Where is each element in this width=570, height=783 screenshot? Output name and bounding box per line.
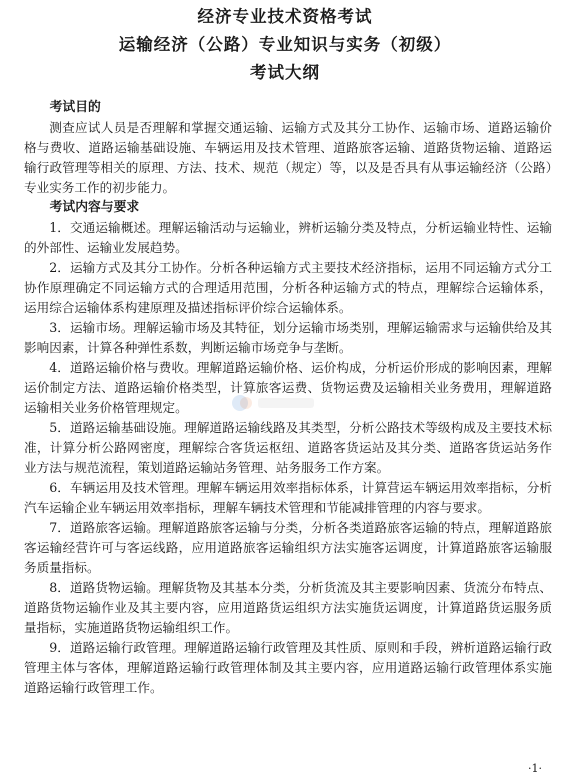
requirement-item: 8．道路货物运输。理解货物及其基本分类，分析货流及其主要影响因素、货流分布特点、道路货物运输作业及其主要内容，应用道路货运组织方法实施货运调度，计算道路货运服务质量指标，实施道路货物运输组织工作。 xyxy=(24,580,552,635)
objective-text: 测查应试人员是否理解和掌握交通运输、运输方式及其分工协作、运输市场、道路运输价格与费收、道路运输基础设施、车辆运用及技术管理、道路旅客运输、道路货物运输、道路运输行政管理等相关的原理、方法、技术、规范（规定）等，以及是否具有从事运输经济（公路）专业实务工作的初步能力。 xyxy=(24,120,552,195)
document-title: 经济专业技术资格考试 xyxy=(197,7,373,26)
requirement-item: 4．道路运输价格与费收。理解道路运输价格、运价构成，分析运价形成的影响因素，理解运价制定方法、道路运输价格类型，计算旅客运费、货物运费及运输相关业务费用，理解道路运输相关业务价格管理规定。 xyxy=(24,360,552,415)
requirement-item: 5．道路运输基础设施。理解道路运输线路及其类型，分析公路技术等级构成及主要技术标准，计算分析公路网密度，理解综合客货运枢纽、道路客货运站及其分类、道路客货运站务作业方法与规范流程，策划道路运输站务管理、站务服务工作方案。 xyxy=(24,420,552,475)
requirement-item: 1．交通运输概述。理解运输活动与运输业，辨析运输分类及特点，分析运输业特性、运输的外部性、运输业发展趋势。 xyxy=(24,220,552,255)
requirements-heading: 考试内容与要求 xyxy=(49,200,140,215)
requirement-item: 2．运输方式及其分工协作。分析各种运输方式主要技术经济指标，运用不同运输方式分工协作原理确定不同运输方式的合理适用范围，分析各种运输方式的特点，理解综合运输体系，运用综合运输体系构建原理及描述指标评价综合运输体系。 xyxy=(24,260,552,315)
document-heading: 考试大纲 xyxy=(250,63,320,82)
requirement-item: 9．道路运输行政管理。理解道路运输行政管理及其性质、原则和手段，辨析道路运输行政管理主体与客体，理解道路运输行政管理体制及其主要内容，应用道路运输行政管理体系实施道路运输行政管理工作。 xyxy=(24,640,552,695)
document-body xyxy=(24,98,552,698)
objective-heading: 考试目的 xyxy=(49,100,101,115)
document-subtitle: 运输经济（公路）专业知识与实务（初级） xyxy=(118,35,452,54)
requirement-item: 6．车辆运用及技术管理。理解车辆运用效率指标体系，计算营运车辆运用效率指标，分析汽车运输企业车辆运用效率指标，理解车辆技术管理和节能减排管理的内容与要求。 xyxy=(24,480,552,515)
requirement-item: 3．运输市场。理解运输市场及其特征，划分运输市场类别，理解运输需求与运输供给及其影响因素，计算各种弹性系数，判断运输市场竞争与垄断。 xyxy=(24,320,552,355)
requirement-item: 7．道路旅客运输。理解道路旅客运输与分类，分析各类道路旅客运输的特点，理解道路旅客运输经营许可与客运线路，应用道路旅客运输组织方法实施客运调度，计算道路旅客运输服务质量指标。 xyxy=(24,520,552,575)
page-number: ·1· xyxy=(528,762,542,775)
